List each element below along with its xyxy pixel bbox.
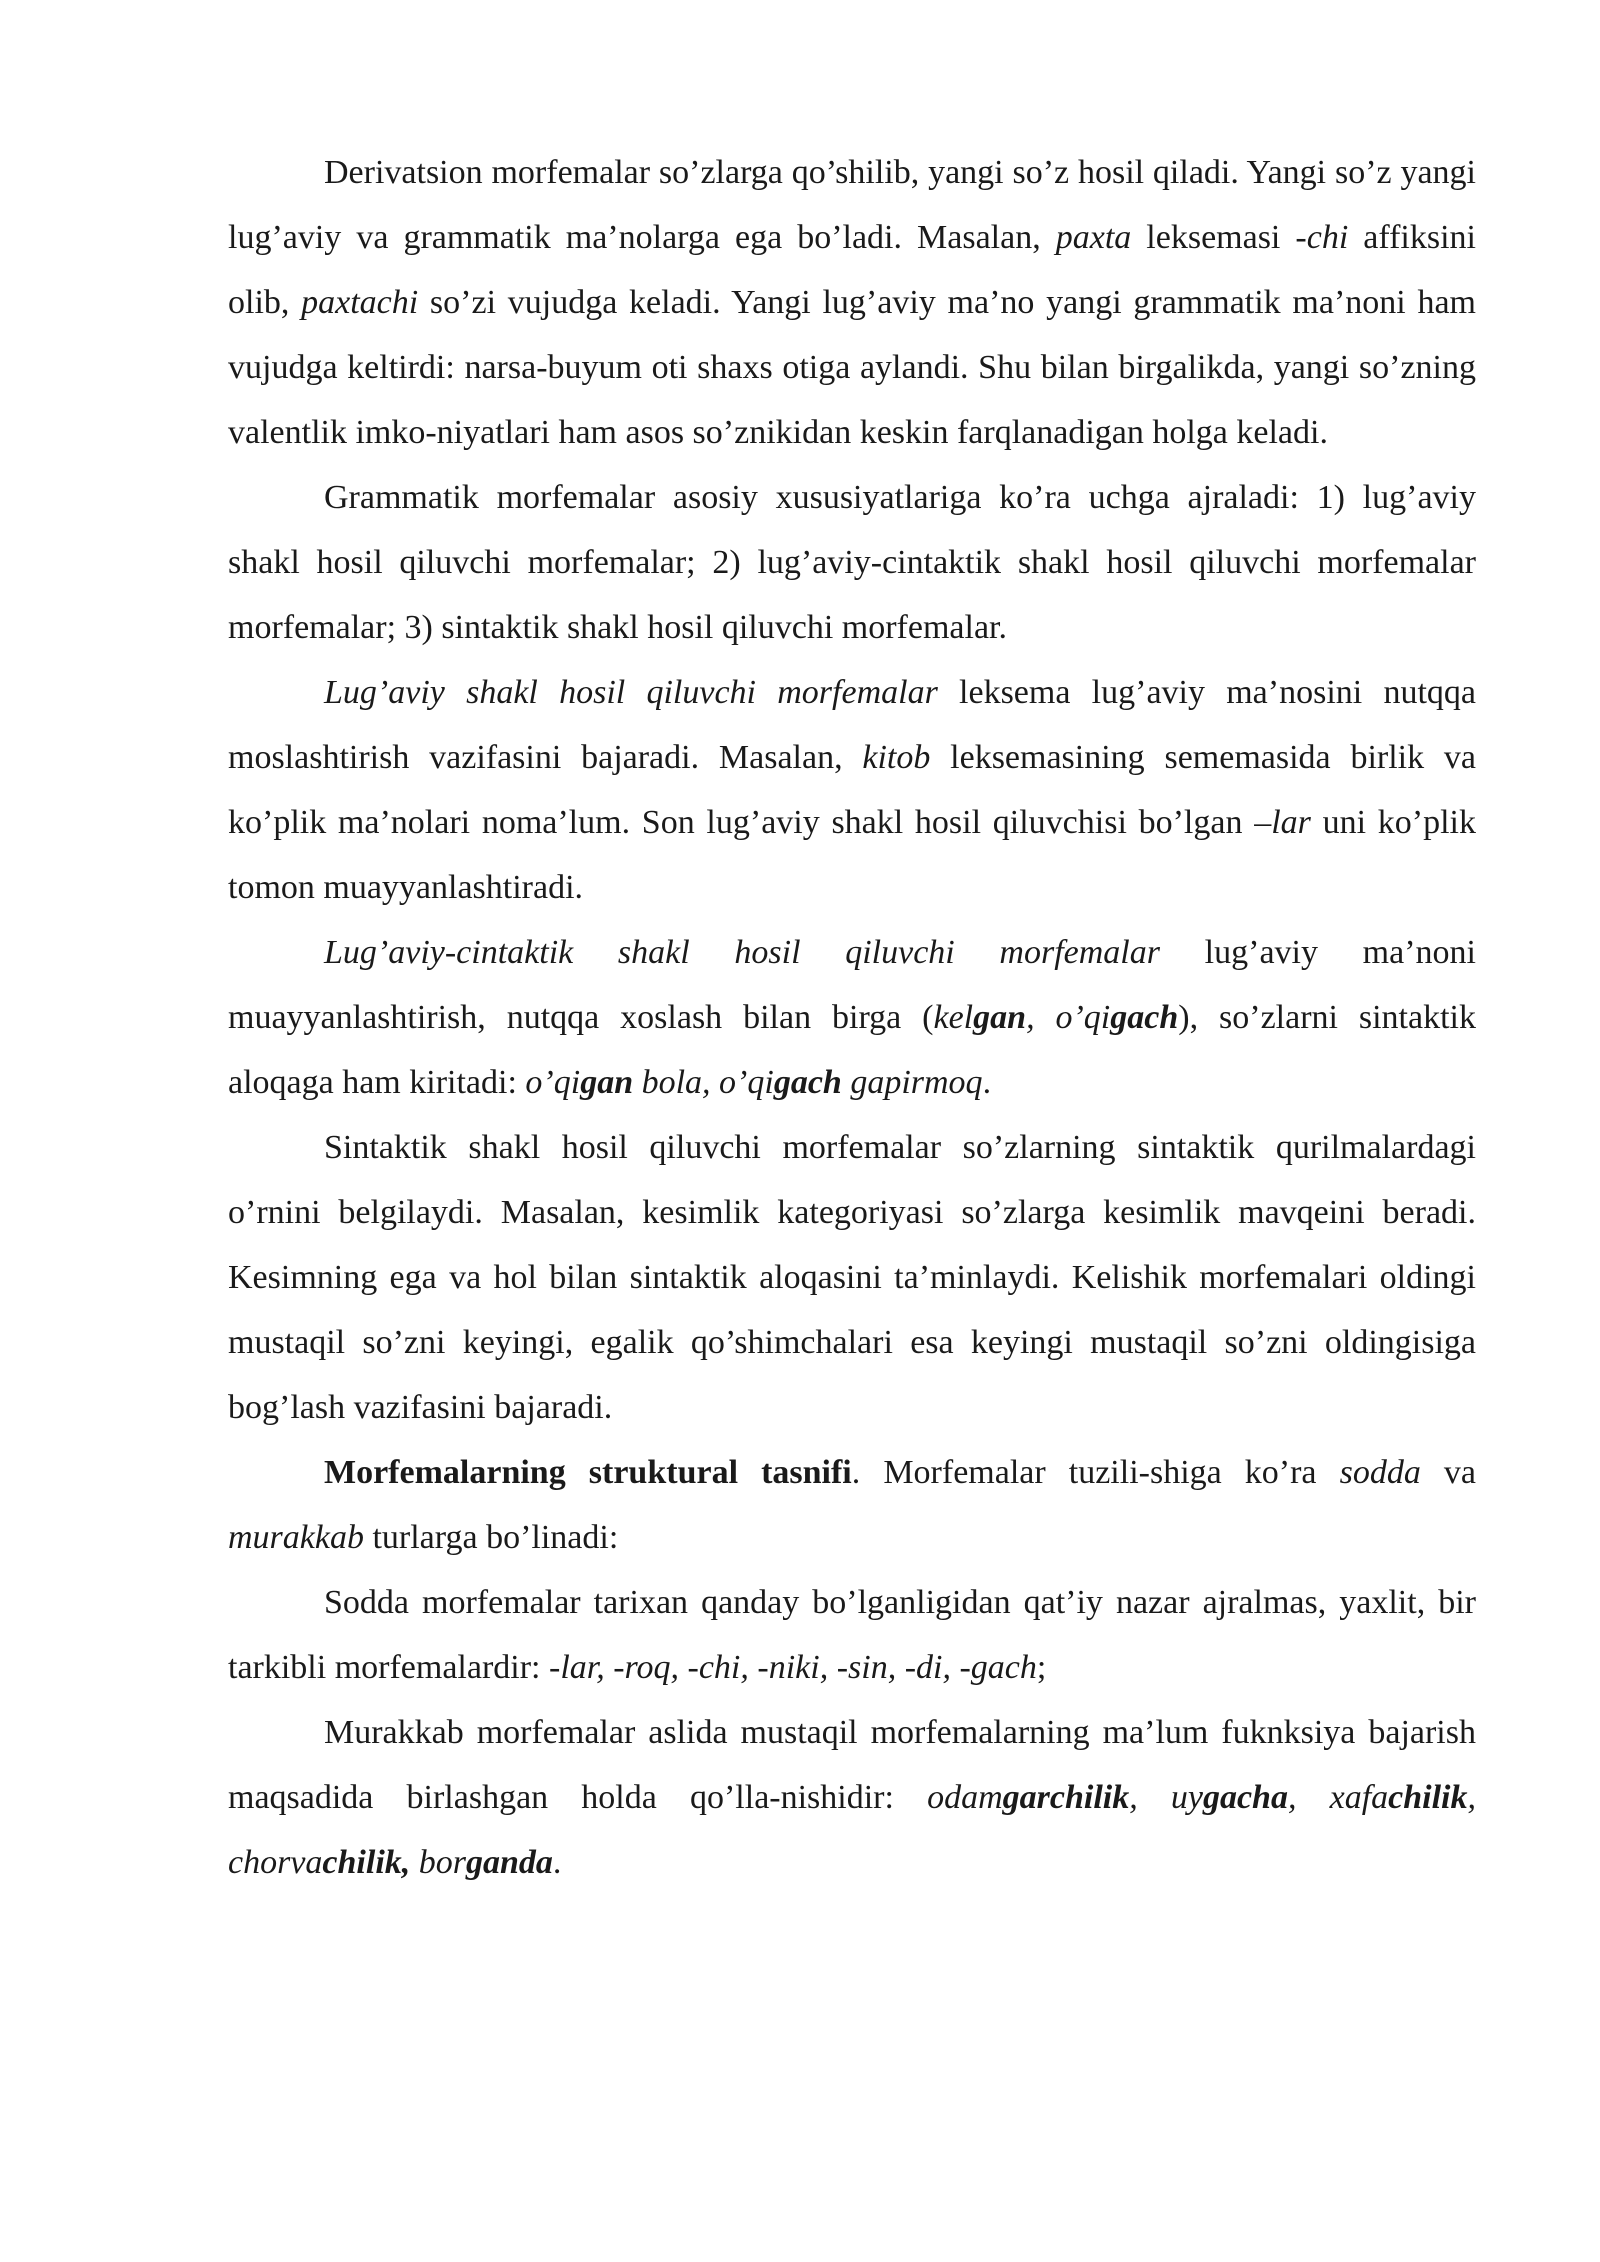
text-segment: Murakkab morfemalar aslida mustaqil morfemalarning ma’lum fuknksiya bajarish maqsadida birlashgan holda qo’lla-nishidir: [228,1714,1476,1816]
text-segment: Morfemalarning struktural tasnifi [324,1454,852,1491]
text-segment: ; [1036,1649,1047,1686]
paragraph-lugaviy-cintaktik [228,920,1476,1115]
text-segment: gapirmoq [841,1064,983,1101]
text-segment: Sodda morfemalar tarixan qanday bo’lganligidan qat’iy nazar ajralmas, yaxlit, bir tarkibli morfemalardir: [228,1584,1476,1686]
text-segment: gan [973,999,1027,1036]
text-segment: -chi [1295,219,1349,256]
text-segment: . Morfemalar tuzili-shiga ko’ra [851,1454,1340,1491]
text-segment: gach [773,1064,842,1101]
text-segment: va [1420,1454,1476,1491]
text-segment: o’qi [525,1064,581,1101]
text-segment: garchilik [1002,1779,1130,1816]
text-segment: odam [927,1779,1003,1816]
text-segment: affiksini olib, [228,219,1476,321]
text-segment: uni ko’plik tomon muayyanlashtiradi. [228,804,1476,906]
paragraph-lugaviy-shakl [228,660,1476,920]
text-segment: so’zi vujudga keladi. Yangi lug’aviy ma’no yangi grammatik ma’noni ham vujudga keltirdi: narsa-buyum oti shaxs otiga aylandi. Shu bilan birgalikda, yangi so’zning valentlik imko-niyatlari ham asos so’znikidan keskin farqlanadigan holga keladi. [228,284,1476,451]
text-segment: , o’qi [1026,999,1111,1036]
text-segment: ), so’zlarni sintaktik aloqaga ham kiritadi: [228,999,1476,1101]
text-segment: Grammatik morfemalar asosiy xususiyatlariga ko’ra uchga ajraladi: 1) lug’aviy shakl hosil qiluvchi morfemalar; 2) lug’aviy-cintaktik shakl hosil qiluvchi morfemalar morfemalar; 3) sintaktik shakl hosil qiluvchi morfemalar. [228,479,1476,646]
text-segment: leksemasining sememasida birlik va ko’plik ma’nolari noma’lum. Son lug’aviy shakl hosil qiluvchisi bo’lgan – [228,739,1476,841]
text-segment: . [552,1844,562,1881]
text-segment: paxta [1055,219,1132,256]
text-segment: . [982,1064,992,1101]
text-segment: paxtachi [301,284,419,321]
text-segment: lar [1271,804,1311,841]
text-segment: lug’aviy ma’noni muayyanlashtirish, nutqqa xoslash bilan birga ( [228,934,1476,1036]
text-segment: sodda [1339,1454,1421,1491]
text-segment: turlarga bo’linadi: [363,1519,619,1556]
text-segment: Sintaktik shakl hosil qiluvchi morfemalar so’zlarning sintaktik qurilmalardagi o’rnini belgilaydi. Masalan, kesimlik kategoriyasi so’zlarga kesimlik mavqeini beradi. Kesimning ega va hol bilan sintaktik aloqasini ta’minlaydi. Kelishik morfemalari oldingi mustaqil so’zni keyingi, egalik qo’shimchalari esa keyingi mustaqil so’zni oldingisiga bog’lash vazifasini bajaradi. [228,1129,1476,1426]
text-segment: , uy [1129,1779,1203,1816]
paragraph-murakkab [228,1700,1476,1895]
text-segment: chilik [1388,1779,1468,1816]
text-segment: kitob [862,739,931,776]
paragraph-struktural [228,1440,1476,1570]
text-segment: gan [580,1064,634,1101]
text-segment: leksemasi [1131,219,1296,256]
text-segment: ganda [466,1844,553,1881]
paragraph-sodda [228,1570,1476,1700]
text-segment: kel [933,999,974,1036]
text-segment: Lug’aviy shakl hosil qiluvchi morfemalar [324,674,938,711]
text-segment: Derivatsion morfemalar so’zlarga qo’shilib, yangi so’z hosil qiladi. Yangi so’z yangi lug’aviy va grammatik ma’nolarga ega bo’ladi. Masalan, [228,154,1476,256]
document-page [228,140,1476,1895]
text-segment: , xafa [1287,1779,1389,1816]
text-segment: leksema lug’aviy ma’nosini nutqqa moslashtirish vazifasini bajaradi. Masalan, [228,674,1476,776]
text-segment: Lug’aviy-cintaktik shakl hosil qiluvchi morfemalar [324,934,1160,971]
paragraph-grammatik [228,465,1476,660]
text-segment: bor [410,1844,466,1881]
text-segment: murakkab [228,1519,364,1556]
text-segment: gach [1110,999,1179,1036]
text-segment: chilik, [322,1844,411,1881]
text-segment: , chorva [228,1779,1476,1881]
paragraph-derivatsion [228,140,1476,465]
paragraph-sintaktik [228,1115,1476,1440]
text-segment: gacha [1202,1779,1288,1816]
text-segment: bola, o’qi [633,1064,774,1101]
text-segment: -lar, -roq, -chi, -niki, -sin, -di, -gach [549,1649,1037,1686]
